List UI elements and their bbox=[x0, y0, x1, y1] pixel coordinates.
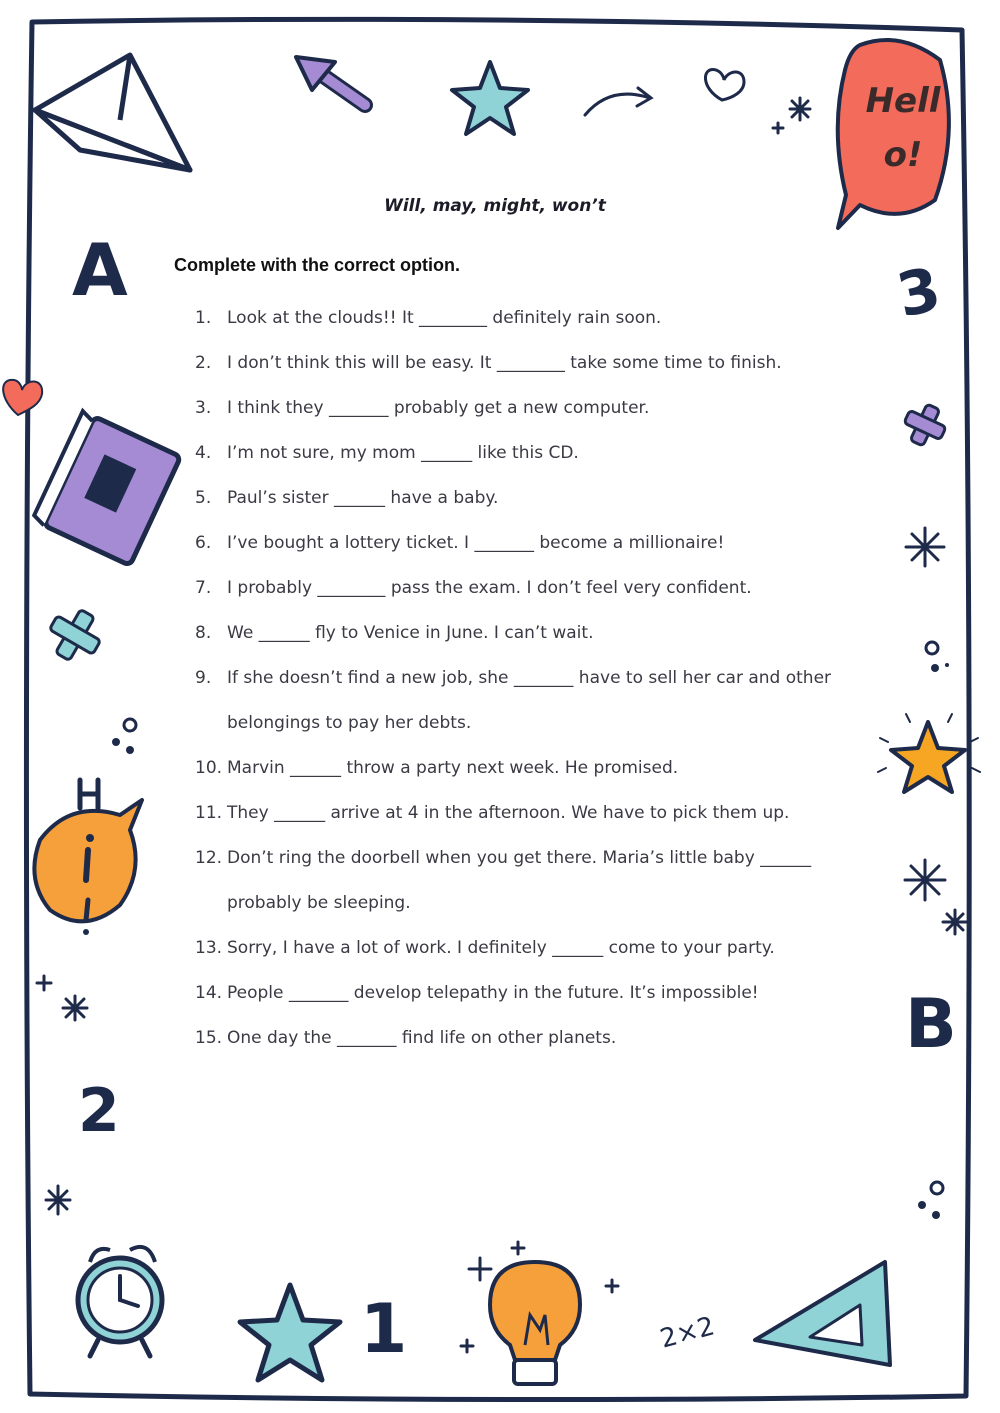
question-item bbox=[195, 791, 845, 836]
book-icon bbox=[32, 411, 181, 565]
alarm-clock-icon bbox=[78, 1247, 162, 1356]
question-list bbox=[195, 296, 845, 1061]
number-3-doodle: 3 bbox=[891, 254, 947, 332]
question-text: I’m not sure, my mom ______ like this CD. bbox=[227, 443, 579, 463]
star-icon bbox=[452, 62, 528, 134]
math-doodle: 2×2 bbox=[657, 1311, 718, 1355]
question-text: One day the _______ find life on other planets. bbox=[227, 1028, 617, 1048]
question-item bbox=[195, 476, 845, 521]
instruction-text: Complete with the correct option. bbox=[174, 255, 461, 275]
question-text: Paul’s sister ______ have a baby. bbox=[227, 488, 499, 508]
question-item bbox=[195, 746, 845, 791]
question-text: They ______ arrive at 4 in the afternoon. We have to pick them up. bbox=[227, 803, 790, 823]
question-number: 6. bbox=[195, 533, 212, 553]
paper-plane-icon bbox=[35, 55, 190, 170]
question-item bbox=[195, 971, 845, 1016]
question-number: 10. bbox=[195, 758, 223, 778]
number-1-doodle: 1 bbox=[360, 1290, 408, 1369]
question-text: People _______ develop telepathy in the future. It’s impossible! bbox=[227, 983, 759, 1003]
question-text: I don’t think this will be easy. It ________ take some time to finish. bbox=[227, 353, 782, 373]
star-icon bbox=[878, 714, 980, 792]
question-item bbox=[195, 521, 845, 566]
question-text: We ______ fly to Venice in June. I can’t wait. bbox=[227, 623, 594, 643]
question-number: 7. bbox=[195, 578, 212, 598]
question-number: 2. bbox=[195, 353, 212, 373]
sparkle-icon bbox=[905, 528, 967, 934]
question-text: Sorry, I have a lot of work. I definitely ______ come to your party. bbox=[227, 938, 775, 958]
question-item bbox=[195, 296, 845, 341]
question-text: I’ve bought a lottery ticket. I _______ become a millionaire! bbox=[227, 533, 725, 553]
light-bulb-icon bbox=[490, 1262, 580, 1384]
question-number: 3. bbox=[195, 398, 212, 418]
worksheet-title: Will, may, might, won’t bbox=[384, 196, 606, 216]
question-item bbox=[195, 566, 845, 611]
question-number: 12. bbox=[195, 848, 223, 868]
dots-icon bbox=[918, 642, 949, 1219]
question-text: Marvin ______ throw a party next week. He promised. bbox=[227, 758, 679, 778]
question-text: I probably ________ pass the exam. I don’t feel very confident. bbox=[227, 578, 752, 598]
question-item bbox=[195, 341, 845, 386]
heart-icon bbox=[3, 380, 42, 415]
letter-b-doodle: B bbox=[905, 985, 957, 1064]
curved-arrow-icon bbox=[585, 88, 651, 115]
hi-speech-bubble bbox=[34, 780, 142, 935]
question-number: 9. bbox=[195, 668, 212, 688]
question-number: 13. bbox=[195, 938, 223, 958]
question-text: Look at the clouds!! It ________ definitely rain soon. bbox=[227, 308, 662, 328]
plus-icon bbox=[898, 398, 951, 451]
hello-bubble-text: Hell o! bbox=[865, 81, 941, 175]
heart-icon bbox=[705, 70, 744, 100]
number-2-doodle: 2 bbox=[78, 1076, 120, 1146]
plus-icon bbox=[41, 601, 109, 669]
question-number: 5. bbox=[195, 488, 212, 508]
question-item bbox=[195, 926, 845, 971]
question-text: If she doesn’t find a new job, she _______ have to sell her car and other belongings to pay her debts. bbox=[227, 668, 832, 733]
dots-icon bbox=[112, 719, 136, 754]
question-item bbox=[195, 611, 845, 656]
question-item bbox=[195, 431, 845, 476]
question-number: 14. bbox=[195, 983, 223, 1003]
question-text: I think they _______ probably get a new computer. bbox=[227, 398, 650, 418]
question-number: 11. bbox=[195, 803, 223, 823]
question-number: 1. bbox=[195, 308, 212, 328]
question-number: 4. bbox=[195, 443, 212, 463]
question-item bbox=[195, 1016, 845, 1061]
sparkle-icon bbox=[773, 98, 810, 133]
star-icon bbox=[240, 1285, 340, 1380]
letter-a-doodle: A bbox=[72, 228, 128, 312]
arrow-up-left-icon bbox=[296, 57, 365, 105]
question-number: 15. bbox=[195, 1028, 223, 1048]
question-item bbox=[195, 386, 845, 431]
question-item bbox=[195, 836, 845, 926]
question-number: 8. bbox=[195, 623, 212, 643]
question-text: Don’t ring the doorbell when you get there. Maria’s little baby ______ probably be sleeping. bbox=[227, 848, 812, 913]
question-item bbox=[195, 656, 845, 746]
set-square-icon bbox=[755, 1262, 890, 1365]
